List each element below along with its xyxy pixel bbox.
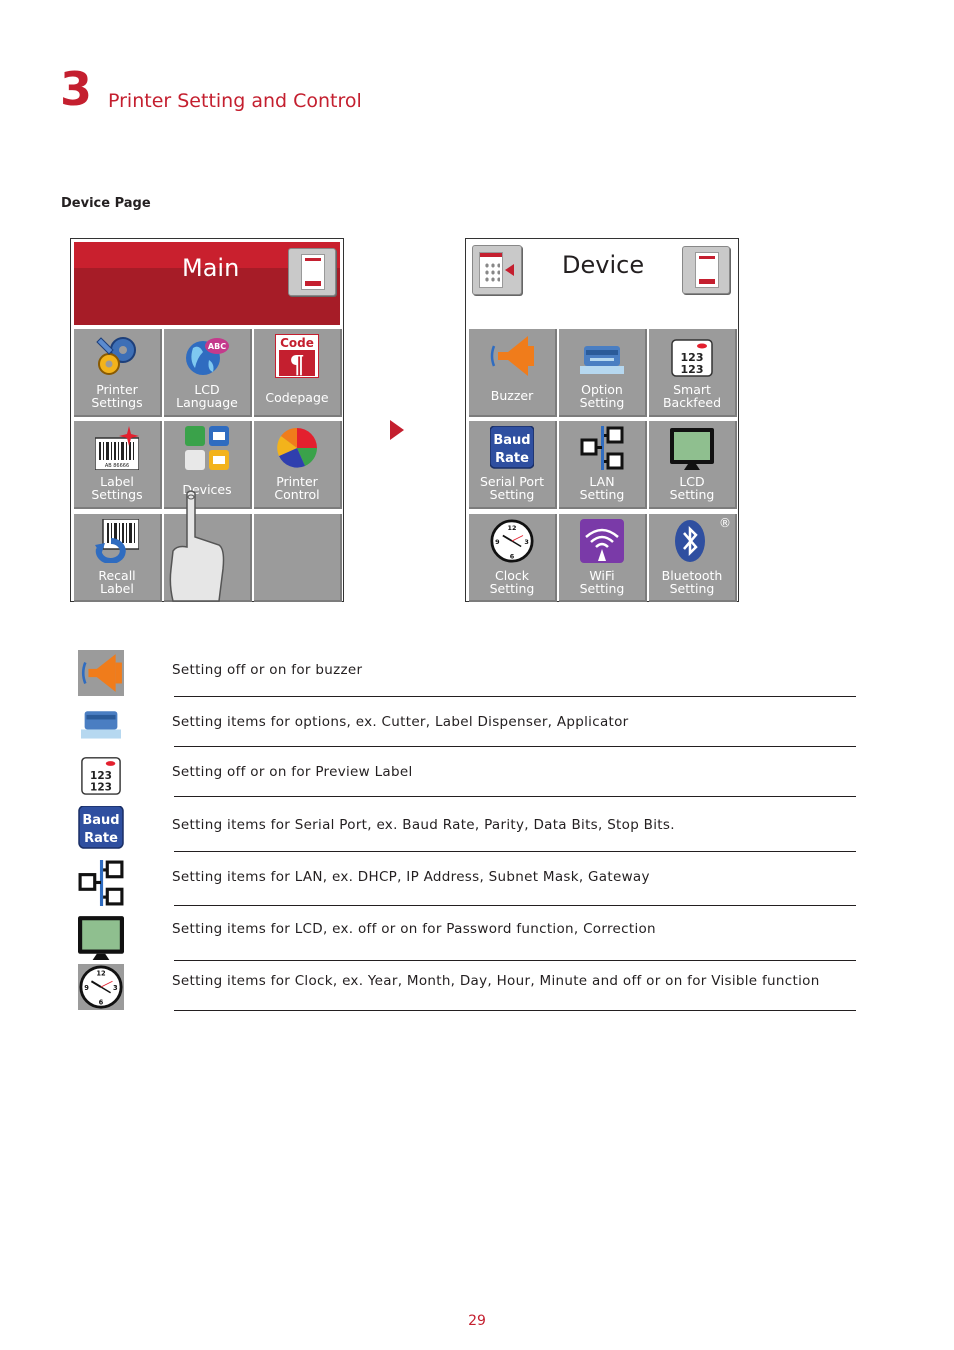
tile-label: Serial Port Setting bbox=[479, 474, 545, 502]
svg-text:9: 9 bbox=[84, 983, 89, 992]
back-arrow-icon bbox=[505, 264, 514, 276]
desc-row-buzzer bbox=[78, 650, 856, 698]
divider bbox=[174, 796, 856, 797]
option-icon bbox=[580, 334, 624, 378]
tile-printer-control[interactable] bbox=[254, 421, 342, 509]
devices-icon bbox=[185, 426, 229, 470]
desc-text: Setting items for LCD, ex. off or on for Password function, Correction bbox=[172, 921, 656, 937]
tile-label: LCD Language bbox=[176, 382, 238, 410]
tile-label: Printer Settings bbox=[91, 382, 143, 410]
tile-label: Clock Setting bbox=[489, 568, 535, 596]
divider bbox=[174, 905, 856, 906]
desc-text: Setting items for LAN, ex. DHCP, IP Address, Subnet Mask, Gateway bbox=[172, 869, 650, 885]
tile-recall-label[interactable] bbox=[74, 514, 162, 602]
desc-row-lan bbox=[78, 860, 856, 908]
main-header bbox=[74, 242, 340, 325]
print-preview-button[interactable] bbox=[288, 248, 336, 296]
tile-label: Bluetooth Setting bbox=[661, 568, 723, 596]
backfeed-icon bbox=[670, 334, 714, 378]
svg-text:ABC: ABC bbox=[207, 342, 227, 351]
buzzer-icon bbox=[78, 650, 124, 696]
chapter-title: Printer Setting and Control bbox=[108, 90, 362, 112]
desc-text: Setting items for Clock, ex. Year, Month, Day, Hour, Minute and off or on for Visible function bbox=[172, 973, 820, 989]
divider bbox=[174, 1010, 856, 1011]
desc-row-backfeed bbox=[78, 754, 856, 798]
svg-text:3: 3 bbox=[524, 537, 529, 546]
tile-lan-setting[interactable] bbox=[559, 421, 647, 509]
desc-row-lcd bbox=[78, 914, 856, 962]
main-title: Main bbox=[182, 254, 240, 282]
print-preview-button[interactable] bbox=[682, 246, 730, 294]
svg-text:9: 9 bbox=[495, 537, 500, 546]
back-button[interactable] bbox=[472, 245, 522, 295]
tile-label: Recall Label bbox=[98, 568, 136, 596]
tile-label: Printer Control bbox=[274, 474, 320, 502]
document-icon bbox=[695, 252, 719, 288]
desc-row-serial bbox=[78, 806, 856, 854]
svg-text:Baud: Baud bbox=[82, 813, 120, 828]
svg-text:12: 12 bbox=[96, 969, 106, 978]
desc-text: Setting off or on for buzzer bbox=[172, 662, 363, 678]
tile-empty bbox=[254, 514, 342, 602]
tile-buzzer[interactable] bbox=[469, 329, 557, 417]
svg-text:12: 12 bbox=[507, 524, 517, 532]
svg-text:123: 123 bbox=[90, 769, 112, 782]
page-number: 29 bbox=[468, 1313, 486, 1329]
tile-label-settings[interactable] bbox=[74, 421, 162, 509]
section-title: Device Page bbox=[61, 196, 151, 211]
tile-label: Smart Backfeed bbox=[662, 382, 722, 410]
tile-label: Label Settings bbox=[91, 474, 143, 502]
desc-row-clock bbox=[78, 964, 856, 1012]
lcd-icon bbox=[78, 914, 124, 960]
svg-text:123: 123 bbox=[90, 781, 112, 794]
svg-text:Rate: Rate bbox=[84, 831, 118, 846]
device-screen bbox=[465, 238, 739, 602]
divider bbox=[174, 960, 856, 961]
baud-rate-icon bbox=[490, 426, 534, 470]
baud-rate-icon bbox=[78, 806, 124, 852]
clock-icon bbox=[78, 964, 124, 1010]
tile-wifi-setting[interactable] bbox=[559, 514, 647, 602]
tile-label: Devices bbox=[182, 482, 232, 497]
svg-text:6: 6 bbox=[98, 998, 104, 1007]
svg-text:AB 86666: AB 86666 bbox=[104, 463, 130, 469]
gears-icon bbox=[95, 334, 139, 378]
lan-icon bbox=[78, 860, 124, 906]
svg-text:123: 123 bbox=[680, 363, 704, 376]
tile-label: Codepage bbox=[265, 390, 329, 405]
codepage-icon bbox=[275, 334, 319, 378]
clock-icon bbox=[490, 519, 534, 563]
option-icon bbox=[78, 704, 124, 750]
recall-label-icon bbox=[95, 519, 139, 563]
hand-pointer-icon bbox=[167, 489, 227, 604]
document-icon bbox=[301, 254, 325, 290]
buzzer-icon bbox=[490, 334, 534, 378]
bluetooth-icon bbox=[670, 519, 714, 563]
main-screen bbox=[70, 238, 344, 602]
pie-chart-icon bbox=[275, 426, 319, 470]
next-arrow-icon bbox=[390, 420, 404, 440]
svg-text:3: 3 bbox=[113, 983, 118, 992]
tile-lcd-setting[interactable] bbox=[649, 421, 737, 509]
tile-codepage[interactable] bbox=[254, 329, 342, 417]
tile-label: WiFi Setting bbox=[579, 568, 625, 596]
tile-clock-setting[interactable] bbox=[469, 514, 557, 602]
tile-lcd-language[interactable] bbox=[164, 329, 252, 417]
tile-label: Buzzer bbox=[490, 388, 534, 403]
tile-printer-settings[interactable] bbox=[74, 329, 162, 417]
svg-text:¶: ¶ bbox=[289, 350, 305, 378]
svg-text:Baud: Baud bbox=[493, 433, 531, 448]
divider bbox=[174, 696, 856, 697]
tile-option-setting[interactable] bbox=[559, 329, 647, 417]
svg-text:Rate: Rate bbox=[495, 451, 529, 466]
chapter-number: 3 bbox=[60, 62, 93, 116]
desc-row-option bbox=[78, 704, 856, 748]
divider bbox=[174, 746, 856, 747]
tile-smart-backfeed[interactable] bbox=[649, 329, 737, 417]
backfeed-icon bbox=[78, 754, 124, 800]
device-title: Device bbox=[562, 251, 645, 279]
tile-label: Option Setting bbox=[579, 382, 625, 410]
keypad-icon bbox=[479, 252, 503, 288]
divider bbox=[174, 851, 856, 852]
tile-label: LCD Setting bbox=[669, 474, 715, 502]
wifi-icon bbox=[580, 519, 624, 563]
lan-icon bbox=[580, 426, 624, 470]
desc-text: Setting items for Serial Port, ex. Baud Rate, Parity, Data Bits, Stop Bits. bbox=[172, 817, 675, 833]
svg-text:6: 6 bbox=[509, 552, 515, 561]
svg-text:Code: Code bbox=[280, 336, 314, 350]
barcode-label-icon bbox=[95, 426, 139, 470]
desc-text: Setting items for options, ex. Cutter, Label Dispenser, Applicator bbox=[172, 714, 629, 730]
globe-abc-icon bbox=[185, 334, 229, 378]
tile-label: LAN Setting bbox=[579, 474, 625, 502]
tile-serial-port-setting[interactable] bbox=[469, 421, 557, 509]
lcd-icon bbox=[670, 426, 714, 470]
desc-text: Setting off or on for Preview Label bbox=[172, 764, 413, 780]
registered-mark: ® bbox=[719, 516, 731, 530]
svg-text:123: 123 bbox=[680, 351, 704, 364]
tile-bluetooth-setting[interactable] bbox=[649, 514, 737, 602]
